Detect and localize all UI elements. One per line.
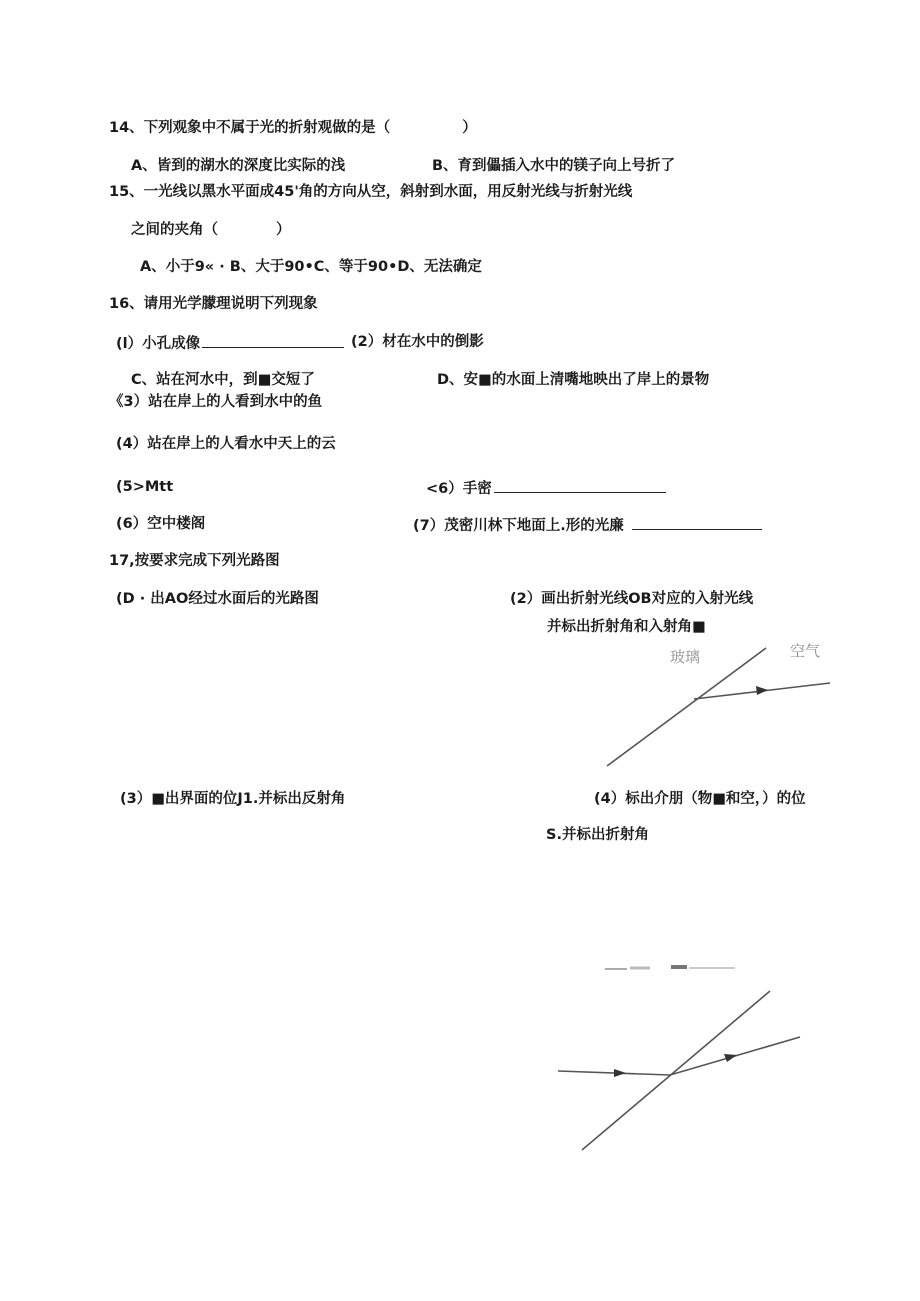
figure-2-refracted-arrow [724,1054,737,1062]
figure-1-ray-arrow [756,686,768,695]
q16-item-4: (4）站在岸上的人看水中天上的云 [116,436,336,452]
q16-stem: 16、请用光学朦理说明下列现象 [109,296,318,312]
q14-option-c: C、站在河水中，到■交短了 [131,372,315,388]
q17-part-4: (4）标出介朋（物■和空，）的位 [594,791,806,807]
q14-option-d: D、安■的水面上清嘴地映出了岸上的景物 [437,372,710,388]
q16-item-6: <6）手密 [426,478,666,498]
q16-item-5: (5>Mtt [116,479,174,495]
q16-item-6-blank[interactable] [494,478,666,493]
q17-part-4-cont: S.并标出折射角 [546,827,649,843]
q14-stem: 14、下列观象中不属于光的折射观做的是（ ） [109,120,477,136]
figure-1-label-air: 空气 [790,642,821,660]
q15-stem-cont: 之间的夹角（ ） [131,222,291,238]
q16-item-2: (2）材在水中的倒影 [351,334,484,350]
figure-2-smudge [605,967,735,969]
q16-item-1: (l）小孔成像 [116,333,344,353]
q17-part-1: (D · 出AO经过水面后的光路图 [116,591,319,607]
q14-option-a: A、皆到的湖水的深度比实际的浅 [131,158,346,174]
figure-2-incident-arrow [614,1069,626,1077]
q15-options: A、小于9« · B、大于90•C、等于90•D、无法确定 [140,259,482,275]
q17-part-3: (3）■出界面的位J1.并标出反射角 [120,791,346,807]
figure-1-label-glass: 玻璃 [670,648,701,666]
q16-item-3: 《3）站在岸上的人看到水中的鱼 [109,394,323,410]
q17-part-2-cont: 并标出折射角和入射角■ [547,619,706,635]
q16-item-6b: (6）空中楼阁 [116,516,206,532]
q14-option-b: B、育到儡插入水中的镁子向上号折了 [432,158,676,174]
q16-item-7-blank[interactable] [632,515,762,530]
q17-part-2: (2）画出折射光线OB对应的入射光线 [510,591,754,607]
q17-stem: 17,按要求完成下列光路图 [109,553,280,569]
refraction-figure-2 [555,960,815,1160]
refraction-figure-1 [600,638,860,778]
figure-2-interface-line [582,991,770,1150]
q15-stem: 15、一光线以黑水平面成45'角的方向从空，斜射到水面，用反射光线与折射光线 [109,184,633,200]
q16-item-1-blank[interactable] [202,333,344,348]
q16-item-7: (7）茂密川林下地面上.形的光廉 [413,515,762,535]
